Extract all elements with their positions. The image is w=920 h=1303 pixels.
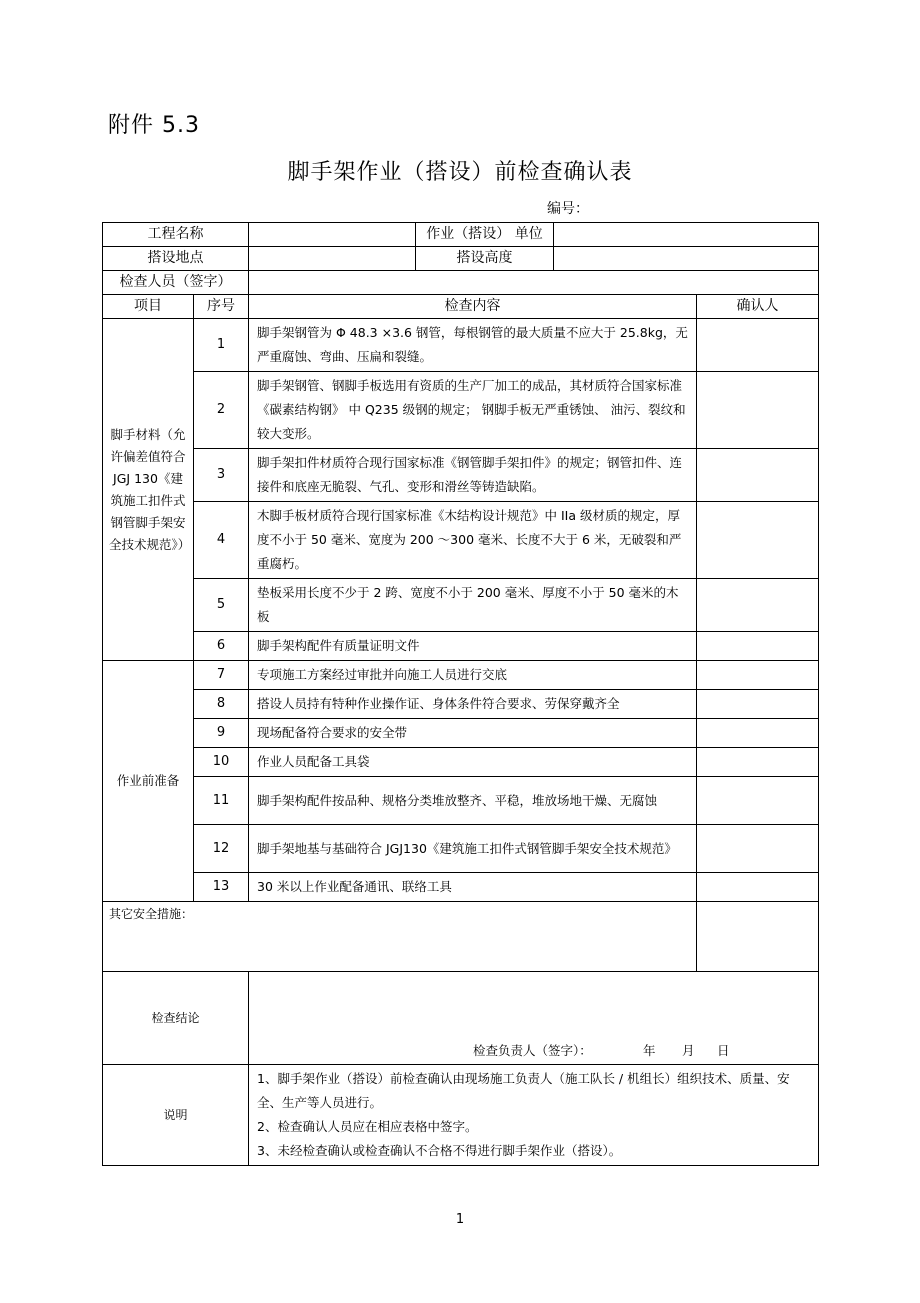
notes-label: 说明 [103, 1065, 249, 1166]
row-content: 脚手架构配件有质量证明文件 [249, 632, 697, 661]
conclusion-row [103, 972, 819, 1065]
confirm-cell[interactable] [697, 632, 819, 661]
table-row [103, 579, 819, 632]
work-unit-label: 作业（搭设） 单位 [416, 223, 554, 247]
other-measures-label[interactable]: 其它安全措施： [103, 902, 697, 972]
confirm-cell[interactable] [697, 449, 819, 502]
confirm-cell[interactable] [697, 690, 819, 719]
inspector-field[interactable] [249, 271, 819, 295]
row-number: 7 [194, 661, 249, 690]
conclusion-label: 检查结论 [103, 972, 249, 1065]
conclusion-field[interactable] [249, 972, 819, 1065]
attachment-label: 附件 5.3 [108, 113, 200, 138]
table-row [103, 449, 819, 502]
group-materials: 脚手材料（允许偏差值符合 JGJ 130《建筑施工扣件式钢管脚手架安全技术规范》） [103, 319, 194, 661]
other-measures-confirm[interactable] [697, 902, 819, 972]
height-field[interactable] [554, 247, 819, 271]
notes-content [249, 1065, 819, 1166]
row-number: 10 [194, 748, 249, 777]
row-content: 现场配备符合要求的安全带 [249, 719, 697, 748]
row-number: 11 [194, 777, 249, 825]
other-measures-row [103, 902, 819, 972]
table-row [103, 372, 819, 449]
info-row-inspector [103, 271, 819, 295]
confirm-cell[interactable] [697, 777, 819, 825]
note-item: 3、未经检查确认或检查确认不合格不得进行脚手架作业（搭设）。 [257, 1143, 622, 1158]
row-number: 2 [194, 372, 249, 449]
conclusion-year: 年 [643, 1043, 656, 1059]
col-confirm: 确认人 [697, 295, 819, 319]
group-prep: 作业前准备 [103, 661, 194, 902]
table-row [103, 825, 819, 873]
row-content: 脚手架地基与基础符合 JGJ130《建筑施工扣件式钢管脚手架安全技术规范》 [249, 825, 697, 873]
row-content: 专项施工方案经过审批并向施工人员进行交底 [249, 661, 697, 690]
table-row [103, 632, 819, 661]
serial-number-label: 编号： [547, 201, 589, 217]
height-label: 搭设高度 [416, 247, 554, 271]
row-content: 30 米以上作业配备通讯、联络工具 [249, 873, 697, 902]
note-item: 2、检查确认人员应在相应表格中签字。 [257, 1119, 478, 1134]
column-header-row [103, 295, 819, 319]
page-title: 脚手架作业（搭设）前检查确认表 [287, 160, 633, 185]
row-content: 垫板采用长度不少于 2 跨、宽度不小于 200 毫米、厚度不小于 50 毫米的木板 [249, 579, 697, 632]
table-row [103, 719, 819, 748]
confirm-cell[interactable] [697, 319, 819, 372]
confirm-cell[interactable] [697, 502, 819, 579]
row-number: 4 [194, 502, 249, 579]
info-row-project [103, 223, 819, 247]
row-number: 8 [194, 690, 249, 719]
row-number: 1 [194, 319, 249, 372]
row-content: 木脚手板材质符合现行国家标准《木结构设计规范》中 IIa 级材质的规定，厚度不小于 50 毫米、宽度为 200 ～300 毫米、长度不大于 6 米，无破裂和严重腐朽。 [249, 502, 697, 579]
table-row [103, 690, 819, 719]
row-number: 5 [194, 579, 249, 632]
confirm-cell[interactable] [697, 748, 819, 777]
col-item: 项目 [103, 295, 194, 319]
row-number: 9 [194, 719, 249, 748]
confirm-cell[interactable] [697, 372, 819, 449]
inspector-label: 检查人员（签字） [103, 271, 249, 295]
table-row [103, 661, 819, 690]
project-name-label: 工程名称 [103, 223, 249, 247]
conclusion-day: 日 [717, 1043, 730, 1059]
row-number: 6 [194, 632, 249, 661]
row-content: 搭设人员持有特种作业操作证、身体条件符合要求、劳保穿戴齐全 [249, 690, 697, 719]
table-row [103, 873, 819, 902]
row-content: 脚手架构配件按品种、规格分类堆放整齐、平稳，堆放场地干燥、无腐蚀 [249, 777, 697, 825]
row-content: 脚手架扣件材质符合现行国家标准《钢管脚手架扣件》的规定；钢管扣件、连接件和底座无脆裂、气孔、变形和滑丝等铸造缺陷。 [249, 449, 697, 502]
confirm-cell[interactable] [697, 661, 819, 690]
table-row [103, 748, 819, 777]
row-content: 脚手架钢管、钢脚手板选用有资质的生产厂加工的成品，其材质符合国家标准《碳素结构钢》 中 Q235 级钢的规定； 钢脚手板无严重锈蚀、 油污、裂纹和较大变形。 [249, 372, 697, 449]
location-field[interactable] [249, 247, 416, 271]
row-number: 3 [194, 449, 249, 502]
work-unit-field[interactable] [554, 223, 819, 247]
row-content: 作业人员配备工具袋 [249, 748, 697, 777]
table-row [103, 502, 819, 579]
confirm-cell[interactable] [697, 579, 819, 632]
conclusion-signer: 检查负责人（签字）： [473, 1043, 592, 1059]
row-number: 12 [194, 825, 249, 873]
confirm-cell[interactable] [697, 873, 819, 902]
table-row [103, 319, 819, 372]
table-row [103, 777, 819, 825]
row-number: 13 [194, 873, 249, 902]
info-row-location [103, 247, 819, 271]
note-item: 1、脚手架作业（搭设）前检查确认由现场施工负责人（施工队长 / 机组长）组织技术、质量、安全、生产等人员进行。 [257, 1071, 790, 1110]
inspection-form-table [102, 222, 819, 1166]
page-number: 1 [455, 1212, 465, 1227]
confirm-cell[interactable] [697, 825, 819, 873]
col-content: 检查内容 [249, 295, 697, 319]
project-name-field[interactable] [249, 223, 416, 247]
confirm-cell[interactable] [697, 719, 819, 748]
conclusion-month: 月 [682, 1043, 695, 1059]
col-no: 序号 [194, 295, 249, 319]
notes-row [103, 1065, 819, 1166]
row-content: 脚手架钢管为 Φ 48.3 ×3.6 钢管，每根钢管的最大质量不应大于 25.8kg，无严重腐蚀、弯曲、压扁和裂缝。 [249, 319, 697, 372]
location-label: 搭设地点 [103, 247, 249, 271]
